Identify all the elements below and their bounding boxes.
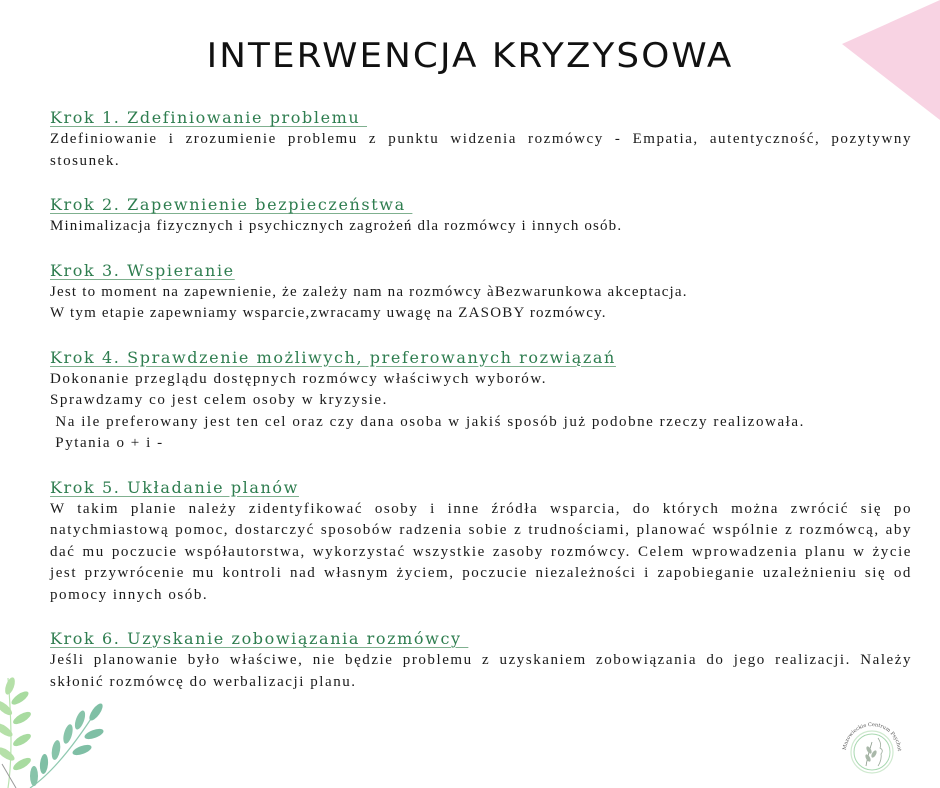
step-heading: Krok 6. Uzyskanie zobowiązania rozmówcy: [50, 629, 469, 648]
step-text: W takim planie należy zidentyfikować osoby i inne źródła wsparcia, do których można zwrócić się po natychmiastową pomoc, dostarczyć sposobów radzenia sobie z trudnościami, planować wspólnie z rozmówcą, aby dać mu poczucie współautorstwa, wykorzystać wszystkie zasoby rozmówcy. Celem wprowadzenia planu w życie jest przywrócenie mu kontroli nad własnym życiem, poczucie niezależności i zapobieganie uzależnieniu się od pomocy innych osób.: [50, 500, 912, 603]
step-body: [50, 216, 912, 238]
step-heading: Krok 5. Układanie planów: [50, 477, 299, 497]
logo: [838, 716, 906, 780]
light-leaf-branch: [0, 676, 33, 788]
step-body: [50, 369, 912, 455]
step-text: Na ile preferowany jest ten cel oraz czy dana osoba w jakiś sposób już podobne rzeczy realizowała.: [50, 413, 805, 430]
leaves-decoration-icon: [0, 668, 120, 788]
steps-list: [50, 107, 912, 715]
plant-face-logo-icon: [838, 716, 906, 776]
step-3: [50, 260, 912, 325]
step-text: Pytania o + i -: [50, 435, 164, 451]
step-text: Jest to moment na zapewnienie, że zależy nam na rozmówcy àBezwarunkowa akceptacja.: [50, 283, 688, 300]
step-body: [50, 499, 912, 607]
page-title: INTERWENCJA KRYZYSOWA: [206, 36, 734, 76]
logo-text: Mazowieckie Centrum Psychot: [842, 721, 903, 752]
step-2: [50, 194, 912, 238]
step-text: W tym etapie zapewniamy wsparcie,zwracamy uwagę na ZASOBY rozmówcy.: [50, 305, 607, 321]
step-body: [50, 650, 912, 693]
step-text: Zdefiniowanie i zrozumienie problemu z punktu widzenia rozmówcy - Empatia, autentyczność, pozytywny stosunek.: [50, 131, 912, 169]
step-heading: Krok 4. Sprawdzenie możliwych, preferowanych rozwiązań: [50, 347, 616, 367]
step-body: [50, 129, 912, 172]
step-heading: Krok 3. Wspieranie: [50, 260, 235, 280]
step-5: [50, 477, 912, 607]
dark-leaf-branch: [30, 702, 105, 788]
step-6: [50, 628, 912, 693]
step-text: Sprawdzamy co jest celem osoby w kryzysie.: [50, 392, 388, 408]
step-text: Minimalizacja fizycznych i psychicznych zagrożeń dla rozmówcy i innych osób.: [50, 218, 623, 234]
step-text: Jeśli planowanie było właściwe, nie będzie problemu z uzyskaniem zobowiązania do jego realizacji. Należy skłonić rozmówcę do werbalizacji planu.: [50, 652, 912, 690]
step-body: [50, 282, 912, 325]
step-heading: Krok 2. Zapewnienie bezpieczeństwa: [50, 195, 413, 214]
step-heading: Krok 1. Zdefiniowanie problemu: [50, 108, 368, 127]
step-4: [50, 347, 912, 455]
step-text: Dokonanie przeglądu dostępnych rozmówcy właściwych wyborów.: [50, 370, 548, 387]
step-1: [50, 107, 912, 172]
